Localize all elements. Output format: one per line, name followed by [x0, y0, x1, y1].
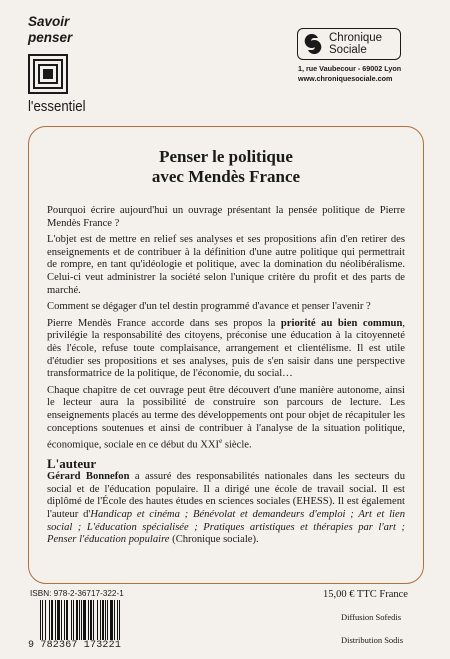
price-label: 15,00 € TTC France: [323, 589, 408, 600]
publisher-name-line-1: Chronique: [329, 32, 383, 44]
paragraph-5: [47, 385, 405, 453]
barcode-block: [28, 589, 150, 651]
paragraph-4-emphasis: priorité au bien commun: [280, 317, 403, 329]
series-line-3: l'essentiel: [28, 98, 86, 115]
isbn-label: ISBN: 978-2-36717-322-1: [30, 589, 124, 598]
series-line-1: Savoir: [28, 14, 70, 29]
book-title-line-1: Penser le politique: [159, 147, 293, 166]
book-title-line-2: avec Mendès France: [151, 167, 301, 186]
author-heading: L'auteur: [47, 456, 97, 472]
publisher-address-block: [298, 64, 401, 84]
author-bio-text: a assuré des responsabilités nationales dans les secteurs du social et de l'éducation populaire. Il a dirigé une école de travail social. Il est diplômé de l'École des hautes études en sciences sociales (EHESS). Il est également l'auteur d': [47, 471, 405, 520]
distribution-label: Distribution Sodis: [341, 635, 404, 645]
paragraph-2: L'objet est de mettre en relief ses analyses et ses propositions afin d'en retirer des enseignements et de contribuer à la définition d'une autre politique qui permettrait de rompre, en tant qu'idéologie et politique, avec la domination du néolibéralisme. Celui-ci veut administrer la société selon l'unique critère du profit et des parts de marché.: [47, 234, 405, 296]
diffusion-label: Diffusion Sofedis: [341, 612, 402, 622]
author-bio-end: (Chronique sociale).: [169, 534, 259, 546]
publisher-website: www.chroniquesociale.com: [298, 74, 393, 83]
century-superscript: e: [219, 437, 223, 446]
paragraph-5-end: siècle.: [222, 439, 252, 451]
publisher-logo-box: [297, 28, 401, 60]
series-line-2: penser: [28, 30, 73, 45]
series-logo: [28, 14, 118, 115]
paragraph-4: [47, 318, 405, 381]
concentric-squares-icon: [28, 54, 68, 94]
paragraph-4-start: Pierre Mendès France accorde dans ses propos la: [47, 317, 281, 329]
barcode-bars: [40, 600, 146, 640]
ean-number: 9 782367 173221: [28, 640, 122, 651]
chronique-sociale-icon: [303, 34, 323, 54]
paragraph-5-start: Chaque chapitre de cet ouvrage peut être découvert d'une manière autonome, ainsi le lecteur aura la possibilité de construire son parcours de lecture. Les enseignements placés au terme des développements ont pour objet de récapituler les conceptions soutenues et ainsi de contribuer à l'analyse de la situation politique, économique, sociale en ce début du XXI: [47, 384, 405, 451]
paragraph-3: Comment se dégager d'un tel destin programmé d'avance et penser l'avenir ?: [47, 301, 371, 313]
author-bio: [47, 471, 405, 547]
publisher-name-line-2: Sociale: [329, 44, 367, 56]
author-name: Gérard Bonnefon: [47, 471, 130, 483]
paragraph-4-end: , privilégie la responsabilité des citoyens, préconise une éducation à la citoyenneté dès l'école, refuse toute complaisance, arrangement et clientélisme. Il est utile d'étudier ses propositions et ses analyses, puis de s'en saisir dans une perspective transformatrice de la politique, de l'économie, du social…: [47, 317, 405, 380]
author-works: Handicap et cinéma ; Bénévolat et demandeurs d'emploi ; Art et lien social ; L'éducation spécialisée ; Pratiques artistiques et thérapies par l'art ; Penser l'éducation populaire: [47, 509, 405, 546]
blurb: [47, 205, 405, 547]
publisher-address: 1, rue Vaubecour - 69002 Lyon: [298, 64, 402, 73]
paragraph-1: Pourquoi écrire aujourd'hui un ouvrage présentant la pensée politique de Pierre Mendès France ?: [47, 205, 405, 229]
